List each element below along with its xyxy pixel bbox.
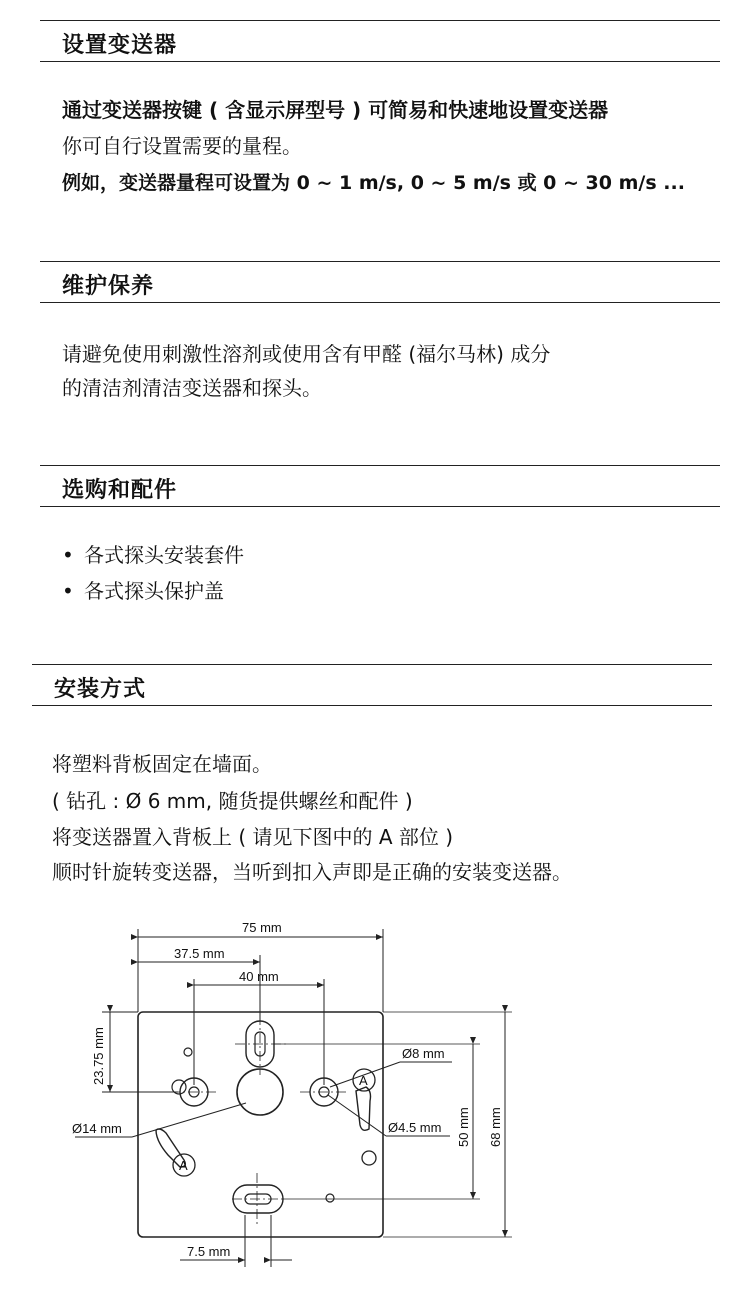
dim-40-label: 40 mm	[239, 969, 279, 984]
list-item: • 各式探头保护盖	[62, 579, 224, 603]
installation-line-4: 顺时针旋转变送器，当听到扣入声即是正确的安装变送器。	[52, 860, 572, 884]
bullet-icon: •	[62, 543, 74, 567]
dim-37-5-label: 37.5 mm	[174, 946, 225, 961]
dim-50-label: 50 mm	[456, 1107, 471, 1147]
section-header-maintenance	[40, 261, 720, 303]
section-header-setup	[40, 20, 720, 62]
section-title-installation: 安装方式	[54, 677, 147, 702]
dim-7-5-label: 7.5 mm	[187, 1244, 231, 1259]
section-title-options: 选购和配件	[62, 478, 178, 503]
installation-line-3: 将变送器置入背板上 ( 请见下图中的 A 部位 )	[52, 825, 454, 849]
center-hole	[237, 1069, 283, 1115]
section-title-maintenance: 维护保养	[62, 274, 155, 299]
section-header-options	[40, 465, 720, 507]
list-item: • 各式探头安装套件	[62, 543, 244, 567]
maintenance-line-2: 的清洁剂清洁变送器和探头。	[62, 376, 322, 400]
mounting-diagram	[60, 915, 620, 1285]
installation-line-2: ( 钻孔 : Ø 6 mm, 随货提供螺丝和配件 )	[52, 789, 413, 813]
label-a-left: A	[179, 1158, 188, 1173]
section-header-installation	[32, 664, 712, 706]
maintenance-line-1: 请避免使用刺激性溶剂或使用含有甲醛 (福尔马林) 成分	[62, 342, 551, 366]
dim-14-label: Ø14 mm	[72, 1121, 122, 1136]
dim-75-label: 75 mm	[242, 920, 282, 935]
diameter-symbol: Ø	[402, 1046, 413, 1061]
dim-4-5-label: Ø4.5 mm	[388, 1120, 442, 1135]
section-title-setup: 设置变送器	[62, 33, 178, 58]
dim-8-label: Ø8 mm	[402, 1046, 445, 1061]
diameter-symbol: Ø	[72, 1121, 83, 1136]
dim-68-label: 68 mm	[488, 1107, 503, 1147]
diameter-symbol: Ø	[388, 1120, 399, 1135]
installation-line-1: 将塑料背板固定在墙面。	[52, 752, 272, 776]
bullet-icon: •	[62, 579, 74, 603]
setup-line-1: 通过变送器按键 ( 含显示屏型号 ) 可简易和快速地设置变送器	[62, 98, 609, 122]
label-a-right: A	[359, 1073, 368, 1088]
dim-23-75-label: 23.75 mm	[91, 1027, 106, 1085]
setup-line-3: 例如，变送器量程可设置为 0 ~ 1 m/s, 0 ~ 5 m/s 或 0 ~ 30 m/s ...	[62, 172, 685, 194]
setup-line-2: 你可自行设置需要的量程。	[62, 134, 302, 158]
